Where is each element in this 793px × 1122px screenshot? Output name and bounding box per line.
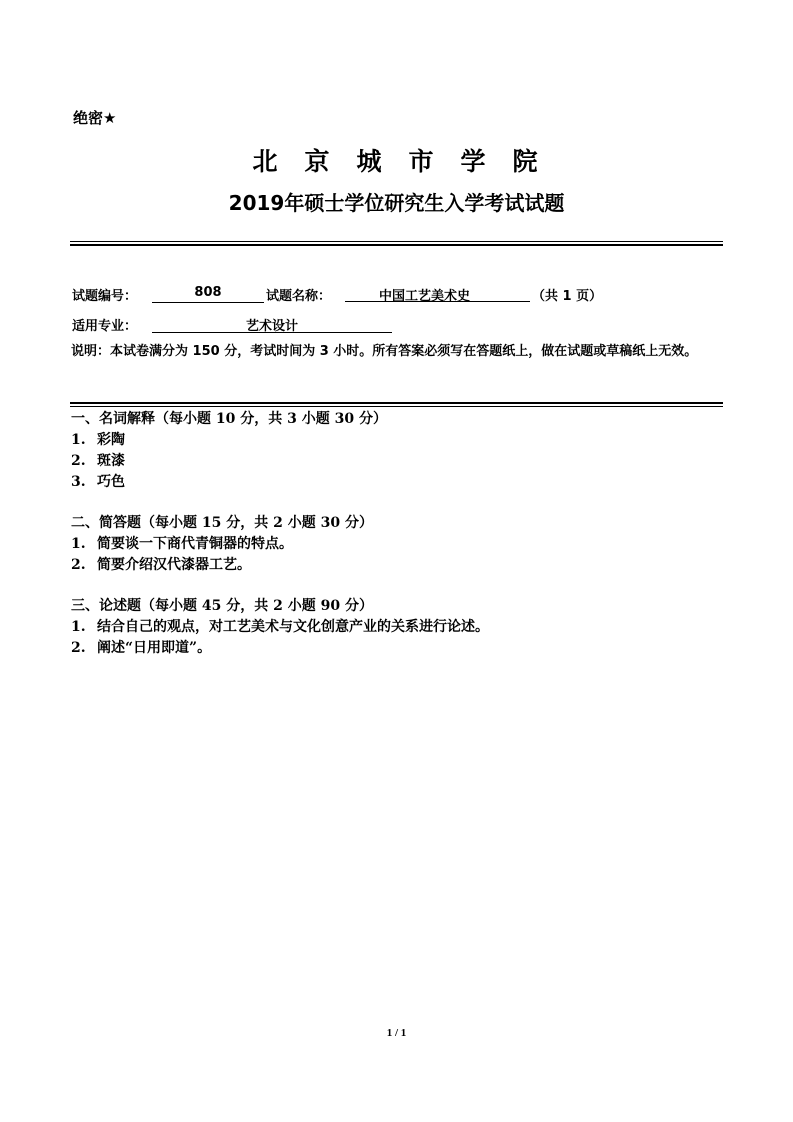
question-item [71, 616, 489, 636]
exam-instructions: 说明：本试卷满分为 150 分，考试时间为 3 小时。所有答案必须写在答题纸上，做在试题或草稿纸上无效。 [71, 344, 698, 359]
page-number: 1 / 1 [386, 1027, 407, 1039]
pages-count: （共 1 页） [532, 289, 603, 304]
school-name: 北京城市学院 [252, 147, 565, 176]
major-info-row [0, 315, 793, 335]
name-value: 中国工艺美术史 [345, 285, 530, 302]
section-title-terms: 一、名词解释（每小题 10 分，共 3 小题 30 分） [71, 411, 387, 427]
question-item [71, 471, 125, 491]
confidential-label: 绝密★ [73, 109, 117, 127]
question-text: 彩陶 [97, 432, 125, 448]
question-text: 斑漆 [97, 453, 125, 469]
question-item [71, 450, 125, 470]
question-number: 1. [71, 536, 86, 552]
question-number: 3. [71, 474, 86, 490]
question-text: 结合自己的观点，对工艺美术与文化创意产业的关系进行论述。 [97, 619, 489, 635]
section-title-essay: 三、论述题（每小题 45 分，共 2 小题 90 分） [71, 598, 373, 614]
name-label: 试题名称： [266, 289, 332, 304]
question-text: 简要谈一下商代青铜器的特点。 [97, 536, 293, 552]
section-title-short-answer: 二、简答题（每小题 15 分，共 2 小题 30 分） [71, 515, 373, 531]
major-label: 适用专业： [72, 319, 138, 334]
question-number: 1. [71, 432, 86, 448]
question-item [71, 637, 211, 657]
question-number: 2. [71, 557, 86, 573]
question-item [71, 554, 251, 574]
code-value: 808 [152, 285, 264, 303]
question-item [71, 533, 293, 553]
question-text: 巧色 [97, 474, 125, 490]
exam-info-row [0, 285, 793, 305]
question-number: 1. [71, 619, 86, 635]
exam-title: 2019年硕士学位研究生入学考试试题 [228, 191, 565, 215]
question-number: 2. [71, 640, 86, 656]
question-number: 2. [71, 453, 86, 469]
question-text: 阐述“日用即道”。 [97, 640, 212, 656]
code-label: 试题编号： [72, 289, 138, 304]
header-divider [70, 241, 723, 247]
question-text: 简要介绍汉代漆器工艺。 [97, 557, 251, 573]
question-item [71, 429, 125, 449]
major-value: 艺术设计 [152, 315, 392, 333]
